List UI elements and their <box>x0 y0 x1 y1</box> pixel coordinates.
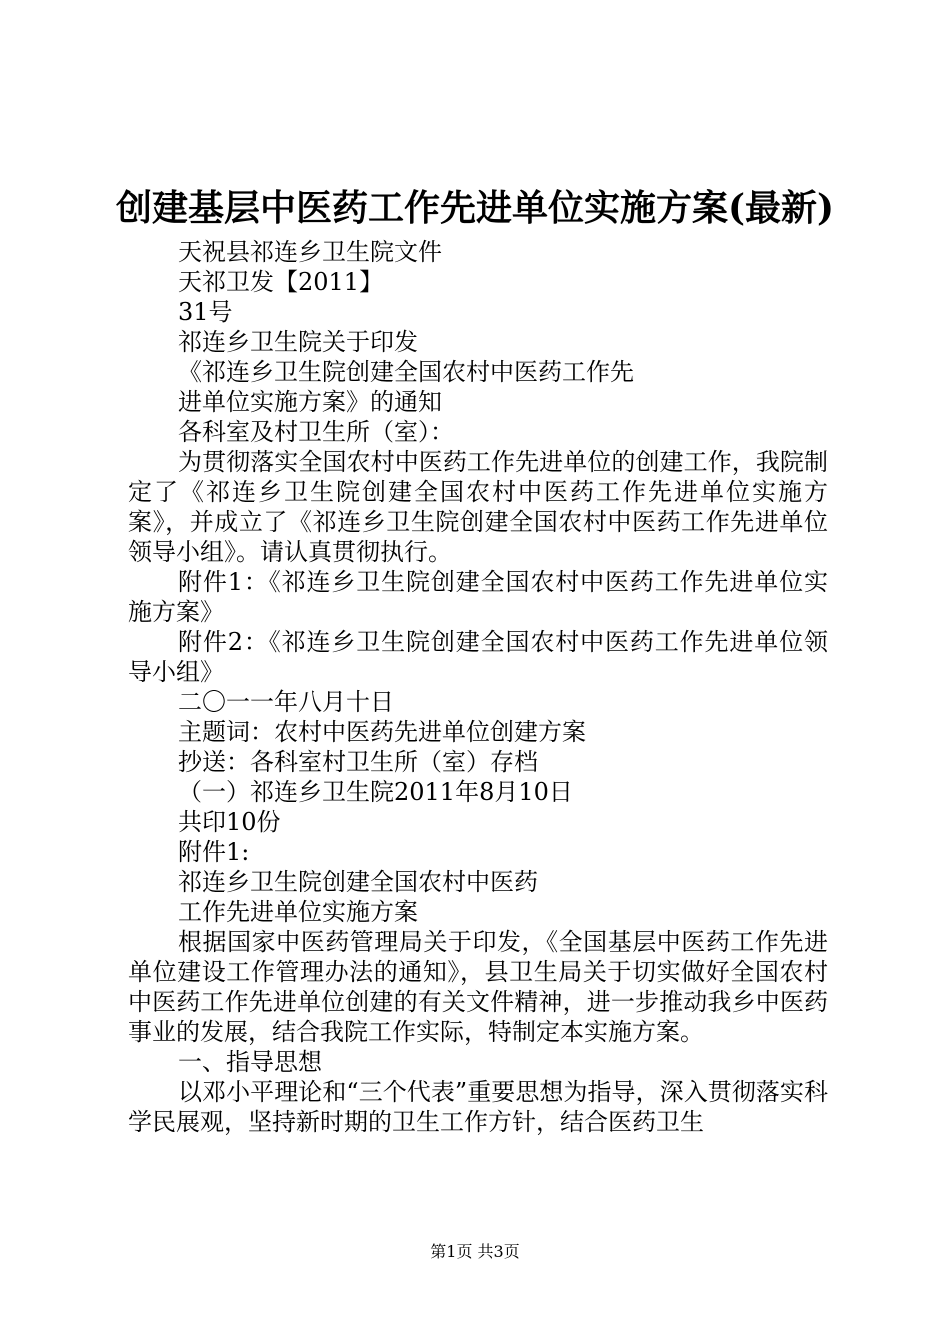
date-line: 二〇一一年八月十日 <box>178 688 394 716</box>
doc-number-suffix: 31号 <box>178 298 233 326</box>
attachment-2-paragraph: 附件2：《祁连乡卫生院创建全国农村中医药工作先进单位领导小组》 <box>128 628 828 686</box>
issuer-line: 天祝县祁连乡卫生院文件 <box>178 238 442 266</box>
attachment-1-paragraph: 附件1：《祁连乡卫生院创建全国农村中医药工作先进单位实施方案》 <box>128 568 828 626</box>
addressee-line: 各科室及村卫生所（室）： <box>178 418 454 446</box>
paragraph-guiding-thought: 以邓小平理论和“三个代表”重要思想为指导，深入贯彻落实科学民展观，坚持新时期的卫生工作方针，结合医药卫生 <box>128 1078 828 1136</box>
keywords-line: 主题词：农村中医药先进单位创建方案 <box>178 718 586 746</box>
notice-title-line-2: 《祁连乡卫生院创建全国农村中医药工作先 <box>178 358 634 386</box>
document-body <box>128 237 828 1137</box>
notice-title-line-3: 进单位实施方案》的通知 <box>178 388 442 416</box>
plan-title-line-1: 祁连乡卫生院创建全国农村中医药 <box>178 868 538 896</box>
section-heading-guiding-thought: 一、指导思想 <box>178 1048 322 1076</box>
paragraph-basis: 根据国家中医药管理局关于印发，《全国基层中医药工作先进单位建设工作管理办法的通知》，县卫生局关于切实做好全国农村中医药工作先进单位创建的有关文件精神，进一步推动我乡中医药事业的发展，结合我院工作实际，特制定本实施方案。 <box>128 928 828 1046</box>
notice-title-line-1: 祁连乡卫生院关于印发 <box>178 328 418 356</box>
cc-line: 抄送：各科室村卫生所（室）存档 <box>178 748 538 776</box>
page-footer: 第1页 共3页 <box>430 1242 520 1261</box>
doc-number-line: 天祁卫发【2011】 <box>178 268 384 296</box>
plan-title-line-2: 工作先进单位实施方案 <box>178 898 418 926</box>
copies-line: 共印10份 <box>178 808 281 836</box>
issue-date-line: （一）祁连乡卫生院2011年8月10日 <box>178 778 573 806</box>
paragraph-intro: 为贯彻落实全国农村中医药工作先进单位的创建工作，我院制定了《祁连乡卫生院创建全国农村中医药工作先进单位实施方案》，并成立了《祁连乡卫生院创建全国农村中医药工作先进单位领导小组》。请认真贯彻执行。 <box>128 448 828 566</box>
attachment-heading: 附件1: <box>178 838 250 866</box>
document-title: 创建基层中医药工作先进单位实施方案(最新) <box>115 187 835 229</box>
